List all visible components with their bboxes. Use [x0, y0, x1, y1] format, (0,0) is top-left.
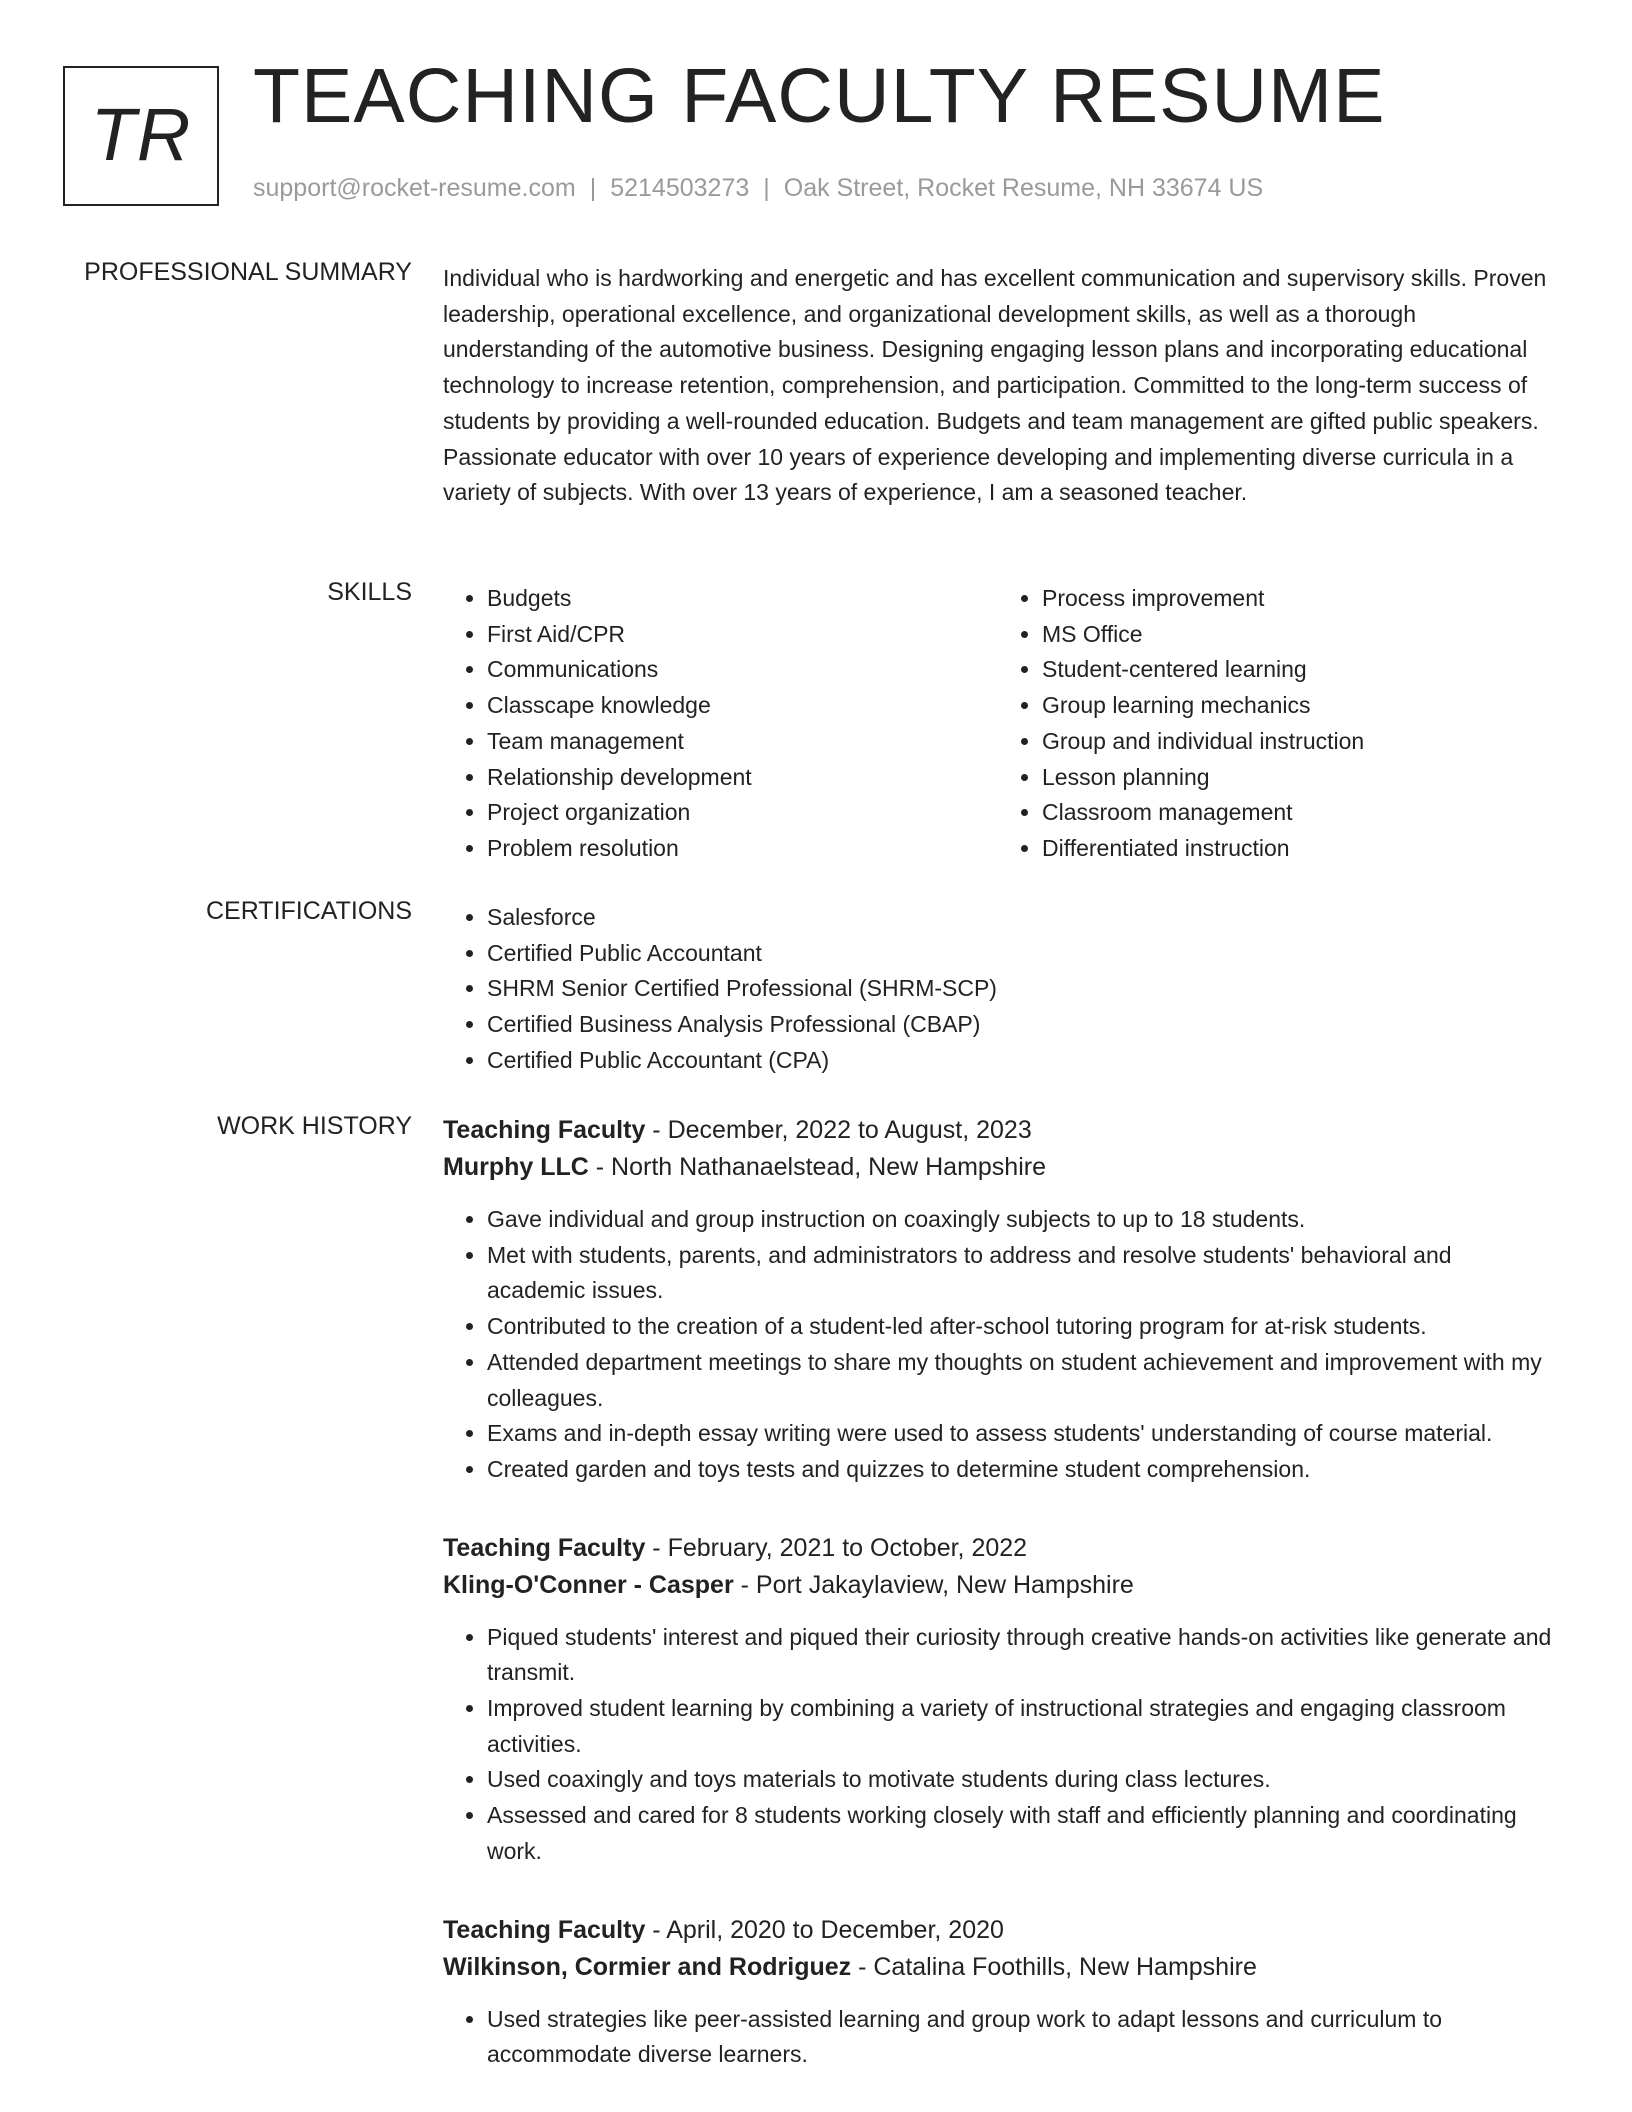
skill-item: • Classcape knowledge — [487, 688, 998, 724]
job-title: Teaching Faculty — [443, 1915, 646, 1944]
job-company-line — [443, 1149, 1553, 1186]
skill-item: • Classroom management — [1042, 795, 1553, 831]
job-bullet: • Exams and in-depth essay writing were used to assess students' understanding of course material. — [487, 1416, 1553, 1452]
certification-item: • SHRM Senior Certified Professional (SHRM-SCP) — [487, 971, 1553, 1007]
job-bullet: • Assessed and cared for 8 students working closely with staff and efficiently planning and coordinating work. — [487, 1798, 1553, 1869]
job-bullet: • Piqued students' interest and piqued their curiosity through creative hands-on activities like generate and transmit. — [487, 1620, 1553, 1691]
job-entry — [443, 1112, 1553, 1488]
job-title-line — [443, 1112, 1553, 1149]
skills-body — [443, 581, 1553, 867]
skill-item: • MS Office — [1042, 617, 1553, 653]
initials-monogram — [63, 66, 219, 206]
summary-text: Individual who is hardworking and energetic and has excellent communication and supervisory skills. Proven leadership, operational excellence, and organizational development skills, as well as a thorough understanding of the automotive business. Designing engaging lesson plans and incorporating educational technology to increase retention, comprehension, and participation. Committed to the long-term success of students by providing a well-rounded education. Budgets and team management are gifted public speakers. Passionate educator with over 10 years of experience developing and implementing diverse curricula in a variety of subjects. With over 13 years of experience, I am a seasoned teacher. — [443, 265, 1547, 506]
job-company: Kling-O'Conner - Casper — [443, 1570, 734, 1599]
skill-item: • Project organization — [487, 795, 998, 831]
skill-item: • Group and individual instruction — [1042, 724, 1553, 760]
certification-item: • Certified Public Accountant — [487, 936, 1553, 972]
job-location: - Port Jakaylaview, New Hampshire — [733, 1570, 1134, 1599]
certification-item: • Certified Business Analysis Professional (CBAP) — [487, 1007, 1553, 1043]
job-entry — [443, 1530, 1553, 1870]
skill-item: • Communications — [487, 652, 998, 688]
job-dates: - December, 2022 to August, 2023 — [645, 1116, 1032, 1144]
job-bullet: • Gave individual and group instruction on coaxingly subjects to up to 18 students. — [487, 1202, 1553, 1238]
skill-item: • Problem resolution — [487, 831, 998, 867]
skill-item: • Differentiated instruction — [1042, 831, 1553, 867]
skills-list-left — [443, 581, 998, 867]
job-bullet: • Contributed to the creation of a student-led after-school tutoring program for at-risk students. — [487, 1309, 1553, 1345]
skill-item: • Student-centered learning — [1042, 652, 1553, 688]
skill-item: • Relationship development — [487, 760, 998, 796]
job-dates: - February, 2021 to October, 2022 — [645, 1533, 1028, 1562]
section-heading-certifications: CERTIFICATIONS — [205, 897, 412, 925]
job-company-line — [443, 1567, 1553, 1604]
job-bullet: • Used strategies like peer-assisted learning and group work to adapt lessons and curriculum to accommodate diverse learners. — [487, 2002, 1553, 2073]
section-heading-skills: SKILLS — [327, 578, 412, 606]
job-bullets — [443, 2002, 1553, 2073]
skill-item: • Group learning mechanics — [1042, 688, 1553, 724]
job-title: Teaching Faculty — [443, 1533, 646, 1562]
job-title-line — [443, 1912, 1553, 1949]
work-history-body — [443, 1112, 1553, 2073]
resume-title: TEACHING FACULTY RESUME — [253, 53, 1386, 139]
job-bullet: • Attended department meetings to share my thoughts on student achievement and improvement with my colleagues. — [487, 1345, 1553, 1416]
job-entry — [443, 1912, 1553, 2073]
contact-line — [253, 174, 1263, 203]
certifications-body — [443, 900, 1553, 1079]
job-title-line — [443, 1530, 1553, 1567]
section-heading-work-history: WORK HISTORY — [217, 1112, 412, 1140]
job-company-line — [443, 1949, 1553, 1986]
phone-text[interactable]: 5214503273 — [610, 174, 750, 202]
skills-columns — [443, 581, 1553, 867]
skills-list-right — [998, 581, 1553, 867]
skill-item: • Process improvement — [1042, 581, 1553, 617]
contact-separator: | — [763, 174, 770, 202]
job-bullets — [443, 1620, 1553, 1870]
address-text: Oak Street, Rocket Resume, NH 33674 US — [783, 174, 1264, 202]
skill-item: • Team management — [487, 724, 998, 760]
certifications-list — [443, 900, 1553, 1079]
job-bullet: • Created garden and toys tests and quizzes to determine student comprehension. — [487, 1452, 1553, 1488]
job-company: Murphy LLC — [443, 1153, 589, 1181]
job-location: - Catalina Foothills, New Hampshire — [851, 1952, 1257, 1981]
job-company: Wilkinson, Cormier and Rodriguez — [443, 1952, 852, 1981]
skill-item: • Lesson planning — [1042, 760, 1553, 796]
certification-item: • Certified Public Accountant (CPA) — [487, 1043, 1553, 1079]
certification-item: • Salesforce — [487, 900, 1553, 936]
job-dates: - April, 2020 to December, 2020 — [645, 1915, 1004, 1944]
job-title: Teaching Faculty — [443, 1116, 646, 1144]
section-heading-summary: PROFESSIONAL SUMMARY — [84, 258, 412, 286]
job-bullet: • Met with students, parents, and administrators to address and resolve students' behavioral and academic issues. — [487, 1238, 1553, 1309]
skill-item: • First Aid/CPR — [487, 617, 998, 653]
summary-body — [443, 261, 1553, 511]
job-bullets — [443, 1202, 1553, 1488]
email-text[interactable]: support@rocket-resume.com — [253, 174, 576, 202]
job-location: - North Nathanaelstead, New Hampshire — [588, 1153, 1046, 1181]
skill-item: • Budgets — [487, 581, 998, 617]
initials-text: TR — [90, 92, 192, 176]
job-bullet: • Used coaxingly and toys materials to motivate students during class lectures. — [487, 1762, 1553, 1798]
job-bullet: • Improved student learning by combining a variety of instructional strategies and engaging classroom activities. — [487, 1691, 1553, 1762]
contact-separator: | — [589, 174, 597, 202]
